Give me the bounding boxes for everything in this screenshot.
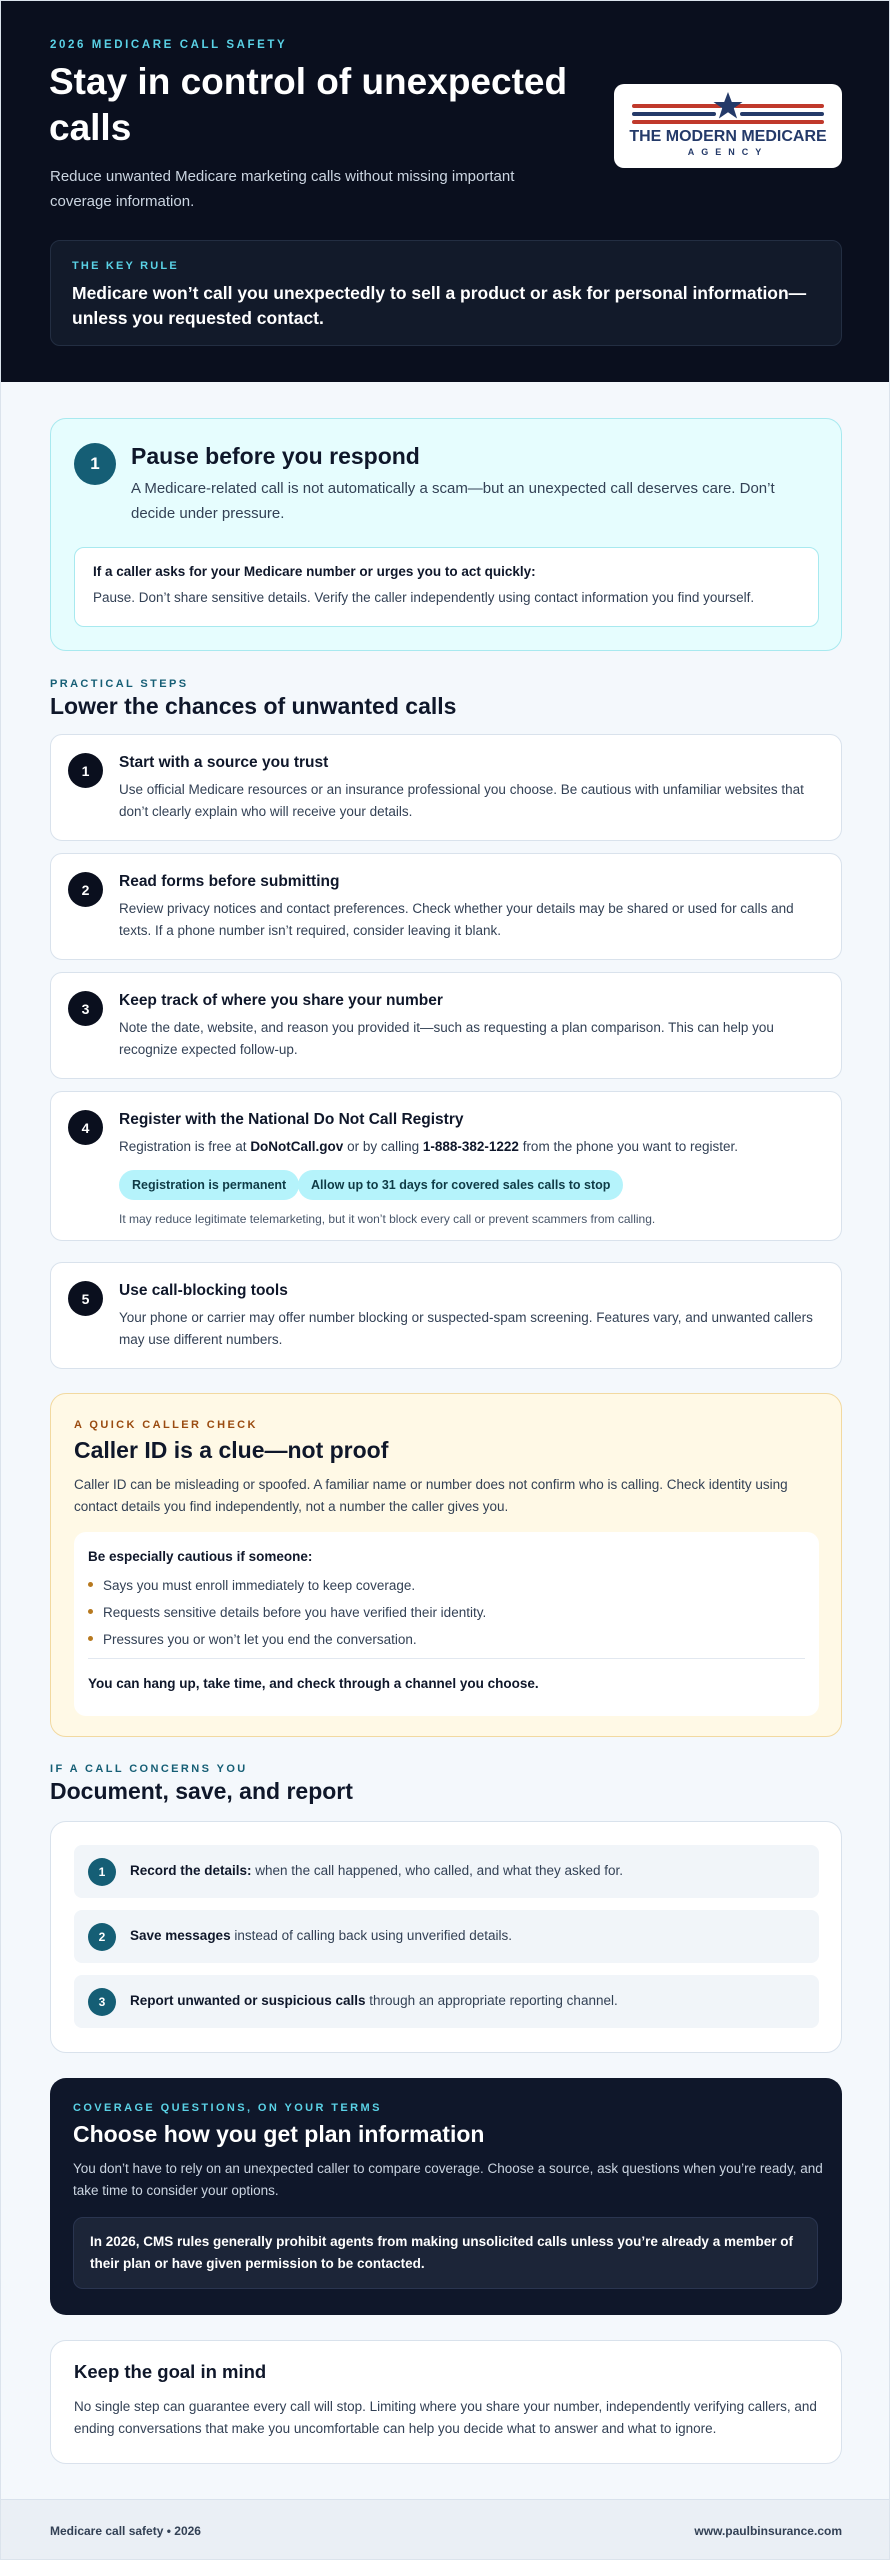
step-text: Your phone or carrier may offer number blocking or suspected-spam screening. Features vary, and unwanted callers may use different numbers.: [119, 1310, 813, 1347]
coverage-callout: [73, 2217, 818, 2289]
report-text: [130, 1863, 623, 1878]
step-card: [50, 972, 842, 1079]
step-title: Use call-blocking tools: [119, 1282, 288, 1299]
step-number-badge: 3: [68, 991, 103, 1026]
goal-title: Keep the goal in mind: [74, 2361, 267, 2382]
step-title: Read forms before submitting: [119, 873, 340, 890]
step-text-part: Registration is free at: [119, 1139, 251, 1154]
step-number-badge: 1: [68, 753, 103, 788]
report-text-bold: Save messages: [130, 1928, 231, 1943]
step-card: [50, 1262, 842, 1369]
caller-warning-list: [74, 1532, 819, 1716]
list-item-text: Says you must enroll immediately to keep coverage.: [103, 1578, 416, 1593]
pause-title: Pause before you respond: [131, 443, 420, 469]
do-not-call-site: DoNotCall.gov: [250, 1139, 344, 1154]
goal-card: [50, 2340, 842, 2464]
report-text-rest: through an appropriate reporting channel.: [365, 1993, 618, 2008]
report-number-badge: 1: [88, 1858, 116, 1886]
coverage-title: Choose how you get plan information: [73, 2121, 485, 2147]
pause-callout-answer: Pause. Don’t share sensitive details. Verify the caller independently using contact information you find yourself.: [93, 590, 755, 605]
logo-tagline: AGENCY: [687, 147, 769, 157]
agency-logo-graphic: [614, 84, 842, 168]
report-row: [74, 1975, 819, 2028]
hero-banner: [1, 1, 889, 382]
hero-subtitle: Reduce unwanted Medicare marketing calls without missing important coverage information.: [50, 168, 515, 210]
report-number-badge: 3: [88, 1988, 116, 2016]
caller-check-eyebrow: A QUICK CALLER CHECK: [74, 1419, 258, 1431]
step-text-part: from the phone you want to register.: [518, 1139, 739, 1154]
caller-check-card: [50, 1393, 842, 1737]
step-number-badge: 5: [68, 1281, 103, 1316]
list-item-text: Requests sensitive details before you have verified their identity.: [103, 1605, 487, 1620]
step-number-badge: 4: [68, 1110, 103, 1145]
list-item: [88, 1578, 415, 1593]
list-item-text: Pressures you or won’t let you end the conversation.: [103, 1632, 417, 1647]
step-note: It may reduce legitimate telemarketing, but it won’t block every call or prevent scammers from calling.: [119, 1212, 656, 1226]
pause-card: [50, 418, 842, 651]
footer-website-link[interactable]: www.paulbinsurance.com: [694, 2524, 842, 2538]
caller-check-text: Caller ID can be misleading or spoofed. A familiar name or number does not confirm who is calling. Check identity using contact details you find independently, not a number the caller gives you.: [74, 1477, 788, 1514]
pause-callout: [74, 547, 819, 627]
pause-callout-question: If a caller asks for your Medicare number or urges you to act quickly:: [93, 564, 536, 579]
steps-eyebrow: PRACTICAL STEPS: [50, 678, 189, 690]
step-text-part: or by calling: [343, 1139, 423, 1154]
hero-eyebrow: 2026 MEDICARE CALL SAFETY: [50, 39, 288, 51]
step-card: [50, 853, 842, 960]
key-rule-eyebrow: THE KEY RULE: [72, 260, 179, 272]
report-row: [74, 1910, 819, 1963]
caller-check-title: Caller ID is a clue—not proof: [74, 1437, 389, 1463]
coverage-card: [50, 2078, 842, 2315]
caller-check-closing: You can hang up, take time, and check through a channel you choose.: [88, 1676, 539, 1691]
step-text: [119, 1136, 819, 1158]
bullet-dot-icon: [88, 1636, 93, 1641]
report-card: [50, 1821, 842, 2053]
pill-permanent: Registration is permanent: [119, 1170, 299, 1200]
step-number-badge: 2: [68, 872, 103, 907]
report-text-bold: Report unwanted or suspicious calls: [130, 1993, 366, 2008]
report-number-badge: 2: [88, 1923, 116, 1951]
report-eyebrow: IF A CALL CONCERNS YOU: [50, 1763, 248, 1775]
step-text: Note the date, website, and reason you provided it—such as requesting a plan comparison. This can help you recognize expected follow-up.: [119, 1020, 774, 1057]
pause-number-badge: 1: [74, 443, 116, 485]
logo-name: THE MODERN MEDICARE: [629, 128, 827, 145]
step-text: Review privacy notices and contact preferences. Check whether your details may be shared or used for calls and texts. If a phone number isn’t required, consider leaving it blank.: [119, 901, 794, 938]
pill-31-days: Allow up to 31 days for covered sales calls to stop: [298, 1170, 623, 1200]
key-rule-text: Medicare won’t call you unexpectedly to sell a product or ask for personal information—unless you requested contact.: [72, 283, 807, 328]
key-rule-callout: [50, 240, 842, 346]
goal-text: No single step can guarantee every call will stop. Limiting where you share your number, independently verifying callers, and ending conversations that make you uncomfortable can help you decide what to answer and what to ignore.: [74, 2399, 817, 2436]
report-text-rest: instead of calling back using unverified details.: [230, 1928, 512, 1943]
divider: [88, 1658, 805, 1659]
report-text: [130, 1928, 512, 1943]
bullet-dot-icon: [88, 1609, 93, 1614]
report-row: [74, 1845, 819, 1898]
step-title: Register with the National Do Not Call Registry: [119, 1111, 464, 1128]
footer-label: Medicare call safety • 2026: [50, 2524, 201, 2538]
report-text: [130, 1993, 618, 2008]
page-title: Stay in control of unexpected calls: [49, 61, 568, 148]
step-title: Keep track of where you share your number: [119, 992, 443, 1009]
steps-title: Lower the chances of unwanted calls: [50, 693, 457, 719]
report-text-bold: Record the details:: [130, 1863, 252, 1878]
agency-logo: [614, 84, 842, 168]
coverage-callout-text: In 2026, CMS rules generally prohibit agents from making unsolicited calls unless you’re already a member of their plan or have given permission to be contacted.: [90, 2234, 793, 2271]
list-item: [88, 1605, 486, 1620]
bullet-dot-icon: [88, 1582, 93, 1587]
step-text: Use official Medicare resources or an insurance professional you choose. Be cautious with unfamiliar websites that don’t clearly explain who will receive your details.: [119, 782, 804, 819]
list-item: [88, 1632, 417, 1647]
step-card-do-not-call: [50, 1091, 842, 1241]
coverage-eyebrow: COVERAGE QUESTIONS, ON YOUR TERMS: [73, 2102, 382, 2114]
footer: [1, 2499, 889, 2559]
report-title: Document, save, and report: [50, 1778, 353, 1804]
do-not-call-phone: 1-888-382-1222: [422, 1139, 519, 1154]
step-title: Start with a source you trust: [119, 754, 329, 771]
pause-text: A Medicare-related call is not automatically a scam—but an unexpected call deserves care. Don’t decide under pressure.: [131, 480, 775, 522]
report-text-rest: when the call happened, who called, and what they asked for.: [251, 1863, 624, 1878]
step-card: [50, 734, 842, 841]
coverage-text: You don’t have to rely on an unexpected caller to compare coverage. Choose a source, ask questions when you’re ready, and take time to consider your options.: [73, 2161, 823, 2198]
caller-warning-title: Be especially cautious if someone:: [88, 1549, 313, 1564]
